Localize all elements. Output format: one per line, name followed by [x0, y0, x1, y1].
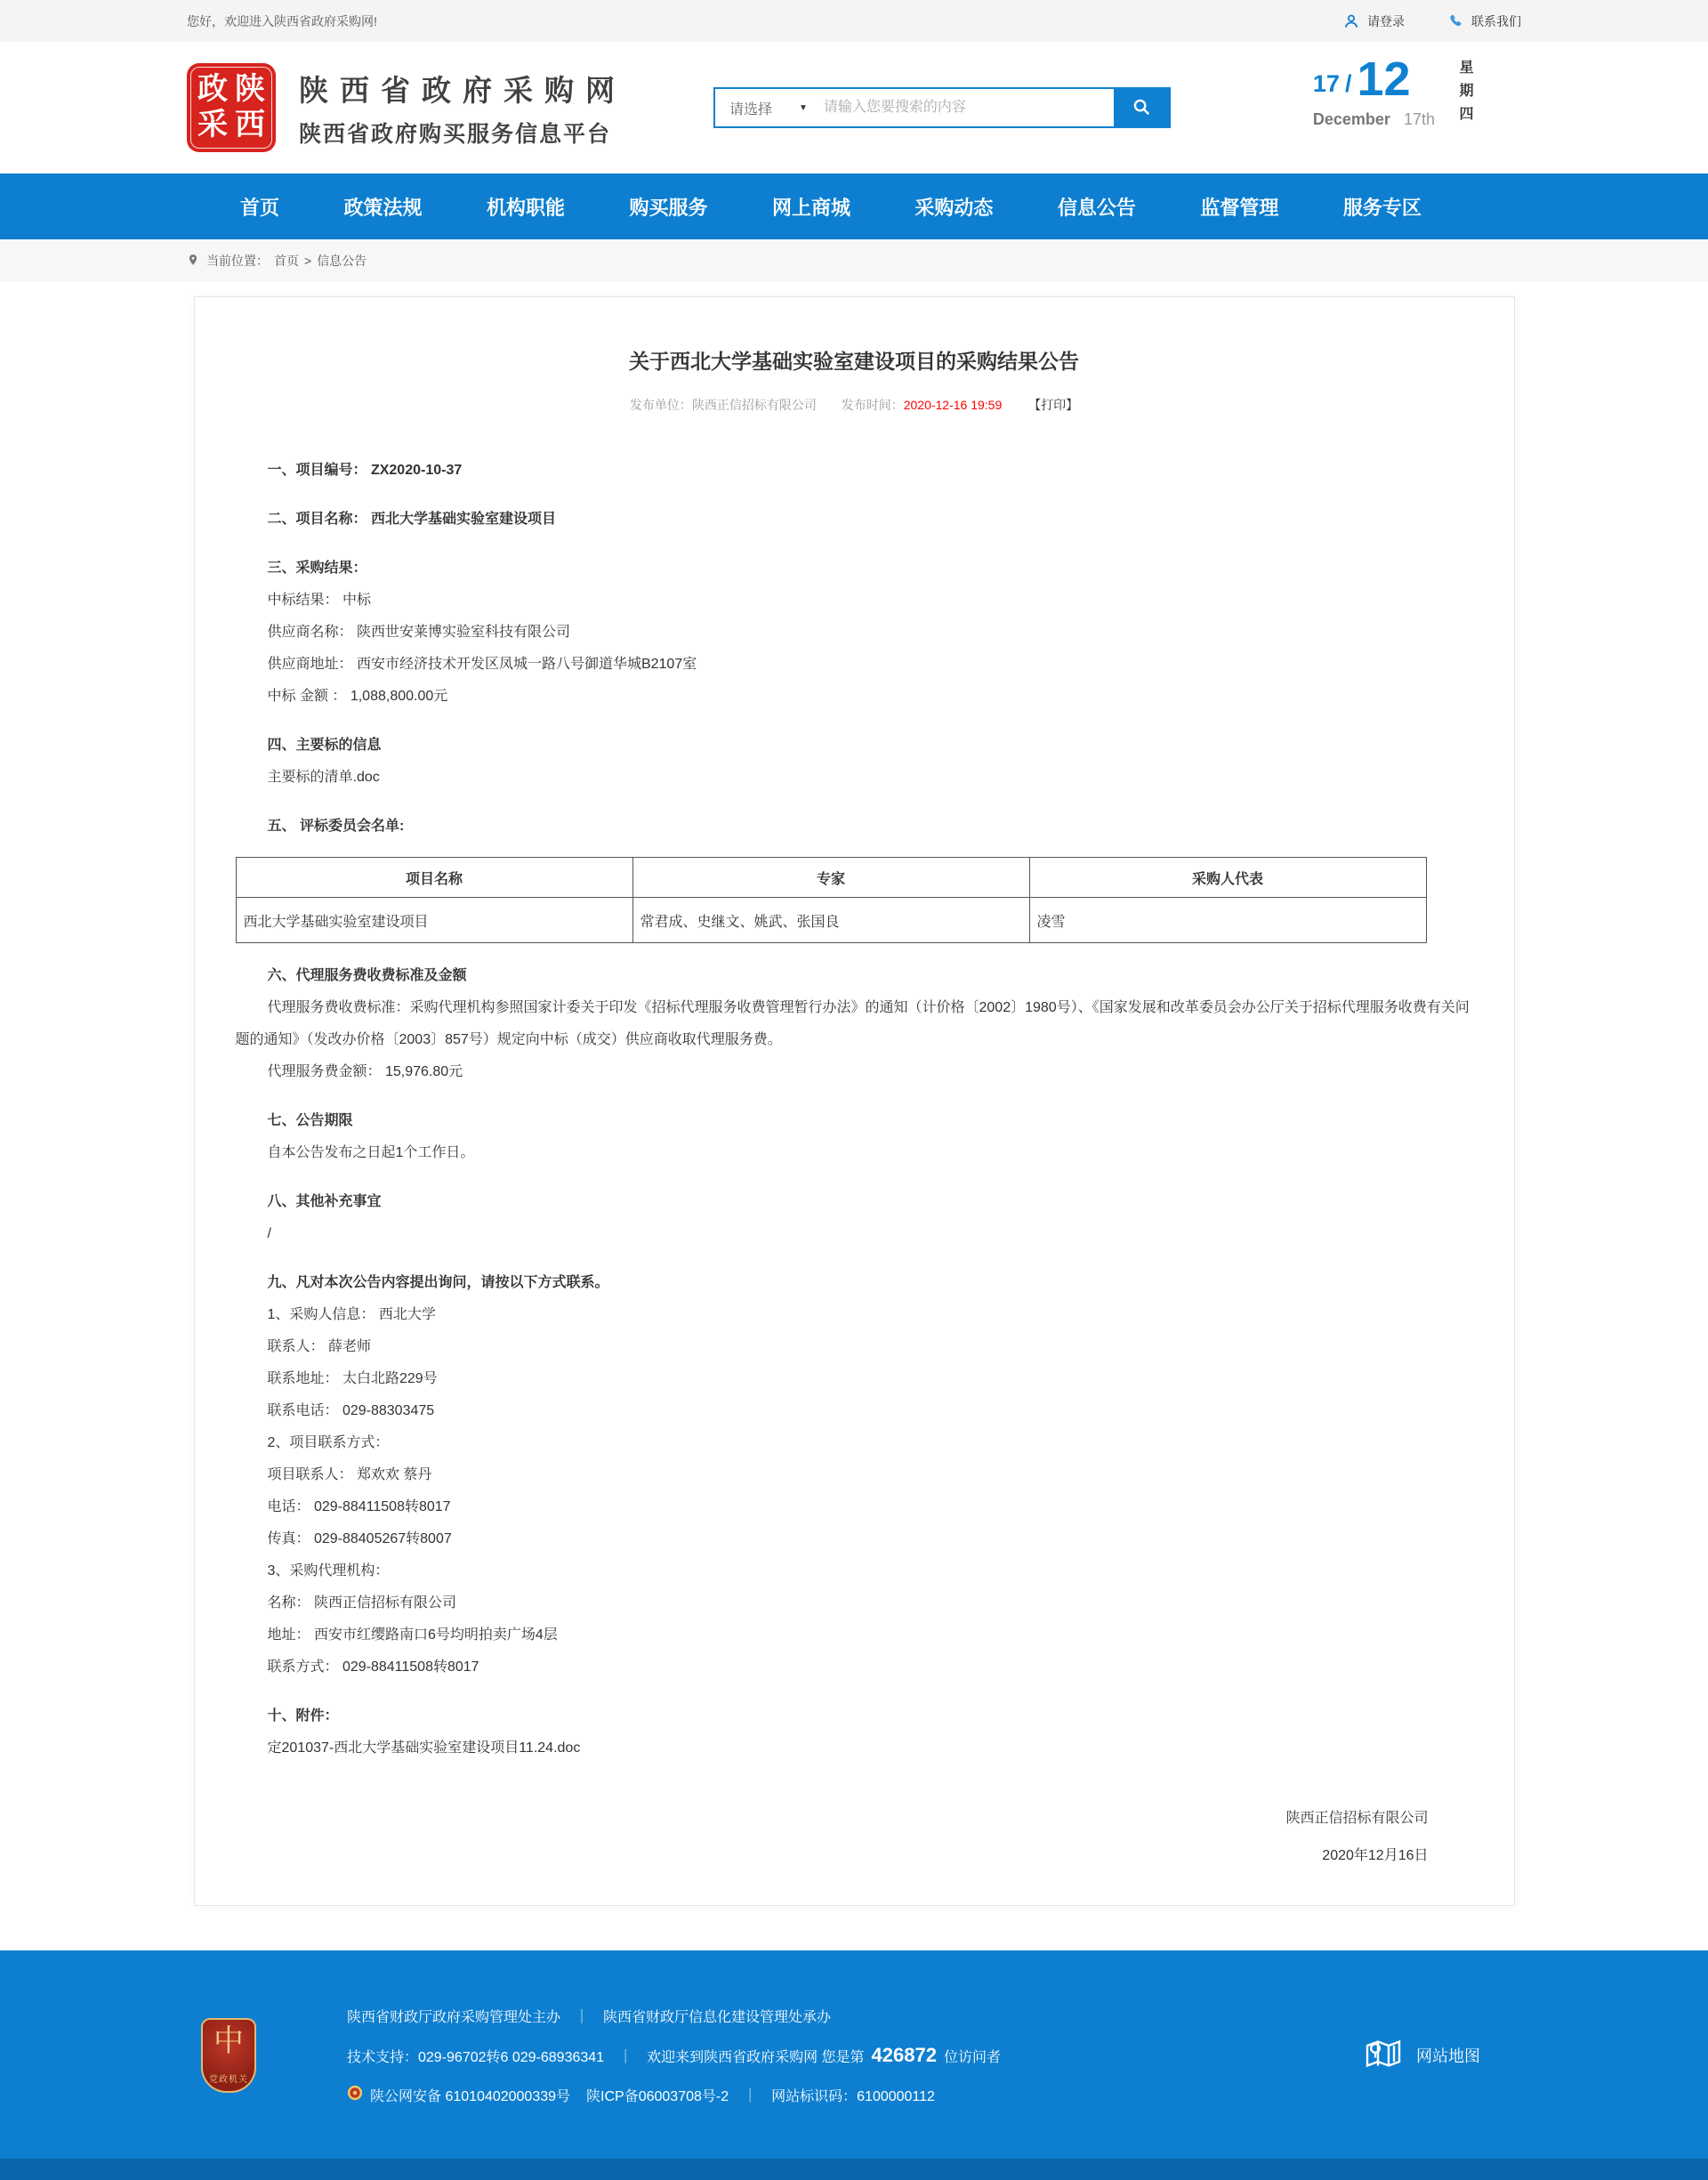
section-heading: 九、凡对本次公告内容提出询问，请按以下方式联系。	[267, 1275, 609, 1290]
signature-company: 陕西正信招标有限公司	[1285, 1811, 1429, 1826]
paragraph: 电话： 029-88411508转8017	[267, 1499, 451, 1514]
committee-table	[236, 857, 1427, 943]
nav-item[interactable]: 机构职能	[486, 196, 565, 219]
breadcrumb-current-link[interactable]: 信息公告	[317, 254, 367, 268]
paragraph: 代理服务费金额： 15,976.80元	[267, 1064, 463, 1079]
paragraph: 1、采购人信息： 西北大学	[267, 1307, 436, 1322]
publish-time-label: 发布时间：	[841, 398, 904, 412]
nav-item[interactable]: 服务专区	[1342, 196, 1422, 219]
article-card	[194, 296, 1515, 1906]
publisher-value: 陕西正信招标有限公司	[691, 398, 817, 412]
caret-down-icon: ▼	[799, 102, 808, 113]
nav-item[interactable]: 采购动态	[914, 196, 994, 219]
gov-emblem-icon: 中	[214, 2025, 244, 2058]
search-button[interactable]	[1114, 89, 1169, 126]
table-header-cell: 项目名称	[236, 858, 632, 898]
paragraph: 联系电话： 029-88303475	[267, 1403, 435, 1418]
icp-filing-link[interactable]: 陕ICP备06003708号-2	[586, 2089, 729, 2104]
search-category-select[interactable]: 请选择 ▼	[729, 101, 808, 117]
map-icon	[1365, 2038, 1402, 2074]
paragraph: 供应商地址： 西安市经济技术开发区凤城一路八号御道华城B2107室	[267, 657, 697, 672]
site-subtitle: 陕西省政府购买服务信息平台	[299, 121, 612, 147]
paragraph: /	[267, 1226, 271, 1241]
publish-time-value: 2020-12-16 19:59	[903, 398, 1003, 412]
article-meta	[236, 396, 1473, 414]
main-nav	[0, 174, 1708, 239]
date-day: 17	[1312, 69, 1340, 97]
section-heading: 六、代理服务费收费标准及金额	[267, 968, 467, 983]
phone-icon	[1447, 13, 1463, 29]
welcome-text: 您好，欢迎进入陕西省政府采购网!	[187, 13, 377, 28]
sitemap-button[interactable]: 网站地图	[1365, 2038, 1480, 2074]
location-pin-icon	[187, 253, 201, 270]
section-heading: 二、项目名称： 西北大学基础实验室建设项目	[267, 512, 556, 527]
breadcrumb-label: 当前位置：	[206, 254, 269, 268]
paragraph: 自本公告发布之日起1个工作日。	[267, 1145, 475, 1160]
table-header-cell: 专家	[632, 858, 1029, 898]
footer-tech-support: 技术支持：029-96702转6 029-68936341	[347, 2049, 605, 2065]
site-code: 网站标识码：6100000112	[771, 2089, 935, 2104]
paragraph: 名称： 陕西正信招标有限公司	[267, 1595, 456, 1611]
paragraphs-after-table	[236, 960, 1473, 1764]
site-header	[0, 42, 1708, 174]
section-heading: 五、 评标委员会名单:	[267, 819, 405, 834]
paragraph: 2、项目联系方式：	[267, 1435, 390, 1450]
paragraph: 供应商名称： 陕西世安莱博实验室科技有限公司	[267, 625, 570, 640]
table-row	[236, 898, 1426, 943]
site-footer	[0, 1950, 1708, 2180]
article-body	[236, 455, 1473, 1875]
table-cell: 西北大学基础实验室建设项目	[236, 898, 632, 943]
attachment-link[interactable]: 定201037-西北大学基础实验室建设项目11.24.doc	[267, 1740, 581, 1756]
nav-item[interactable]: 信息公告	[1057, 196, 1136, 219]
breadcrumb	[0, 239, 1708, 282]
paragraph: 地址： 西安市红缨路南口6号均明拍卖广场4层	[267, 1627, 558, 1643]
section-heading: 一、项目编号： ZX2020-10-37	[267, 463, 463, 478]
login-button[interactable]: 请登录	[1343, 12, 1405, 30]
footer-line-1: 陕西省财政厅政府采购管理处主办 ｜ 陕西省财政厅信息化建设管理处承办	[347, 2006, 1001, 2026]
attachment-link[interactable]: 主要标的清单.doc	[267, 770, 380, 785]
search-icon	[1132, 97, 1151, 119]
nav-item[interactable]: 首页	[240, 196, 280, 219]
visitor-text-suffix: 位访问者	[943, 2049, 1001, 2065]
signature-date: 2020年12月16日	[1322, 1848, 1429, 1863]
site-logo[interactable]: 政 陕 采 西	[187, 63, 276, 152]
paragraph: 项目联系人： 郑欢欢 蔡丹	[267, 1467, 432, 1482]
breadcrumb-home-link[interactable]: 首页	[274, 254, 299, 268]
paragraph: 中标结果： 中标	[267, 593, 371, 608]
signature-block	[236, 1800, 1473, 1875]
publisher-label: 发布单位：	[629, 398, 692, 412]
site-title: 陕西省政府采购网	[299, 73, 626, 107]
paragraph: 中标 金额 ： 1,088,800.00元	[267, 689, 448, 704]
nav-item[interactable]: 监督管理	[1200, 196, 1279, 219]
visitor-text-prefix: 欢迎来到陕西省政府采购网 您是第	[647, 2049, 865, 2065]
footer-line-2: 技术支持：029-96702转6 029-68936341 ｜ 欢迎来到陕西省政府采购网 您是第 426872 位访问者	[347, 2044, 1001, 2066]
date-weekday: 星期四	[1457, 60, 1472, 129]
section-heading: 十、附件：	[267, 1708, 339, 1724]
security-filing-link[interactable]: 陕公网安备 61010402000339号	[370, 2089, 571, 2104]
gov-badge: 中 党政机关	[201, 2018, 256, 2093]
date-month-name: December	[1312, 109, 1390, 128]
committee-table-header-row	[236, 858, 1426, 898]
contact-button[interactable]: 联系我们	[1447, 12, 1521, 30]
search-input[interactable]	[822, 89, 1114, 126]
print-button[interactable]: 【打印】	[1028, 398, 1079, 412]
footer-bottom-strip	[0, 2159, 1708, 2180]
footer-organizer: 陕西省财政厅信息化建设管理处承办	[603, 2010, 832, 2025]
paragraph: 代理服务费收费标准：采购代理机构参照国家计委关于印发《招标代理服务收费管理暂行办法》的通知（计价格〔2002〕1980号）、《国家发展和改革委员会办公厅关于招标代理服务收费有关问题的通知》（发改办价格〔2003〕857号）规定向中标（成交）供应商收取代理服务费。	[235, 1000, 1470, 1047]
section-heading: 三、采购结果：	[267, 561, 367, 576]
breadcrumb-separator: >	[304, 254, 312, 268]
paragraph: 传真： 029-88405267转8007	[267, 1531, 452, 1546]
paragraphs-before-table	[236, 455, 1473, 843]
paragraph: 3、采购代理机构：	[267, 1563, 390, 1578]
date-widget: 17 / 12 December 17th 星期四	[1313, 58, 1516, 129]
committee-table-body	[236, 898, 1426, 943]
date-month: 12	[1357, 52, 1411, 106]
section-heading: 八、其他补充事宜	[267, 1194, 382, 1209]
paragraph: 联系人： 薛老师	[267, 1339, 371, 1354]
table-cell: 凌雪	[1029, 898, 1426, 943]
user-icon	[1343, 13, 1359, 29]
visitor-count: 426872	[871, 2044, 937, 2066]
footer-line-3: 陕公网安备 61010402000339号 陕ICP备06003708号-2 ｜ 网站标识码：6100000112	[347, 2085, 1001, 2105]
search-box	[713, 87, 1171, 128]
section-heading: 七、公告期限	[267, 1113, 353, 1128]
nav-list	[187, 174, 1521, 239]
section-heading: 四、主要标的信息	[267, 738, 382, 753]
nav-item[interactable]: 网上商城	[771, 196, 850, 219]
footer-host: 陕西省财政厅政府采购管理处主办	[347, 2010, 561, 2025]
article-title: 关于西北大学基础实验室建设项目的采购结果公告	[629, 350, 1079, 373]
topbar	[0, 0, 1708, 42]
paragraph: 联系方式： 029-88411508转8017	[267, 1659, 479, 1675]
paragraph: 联系地址： 太白北路229号	[267, 1371, 438, 1386]
table-header-cell: 采购人代表	[1029, 858, 1426, 898]
table-cell: 常君成、史继文、姚武、张国良	[632, 898, 1029, 943]
date-day-ordinal: 17th	[1403, 109, 1435, 128]
nav-item[interactable]: 政策法规	[343, 196, 423, 219]
police-badge-icon	[347, 2085, 363, 2105]
nav-item[interactable]: 购买服务	[629, 196, 708, 219]
